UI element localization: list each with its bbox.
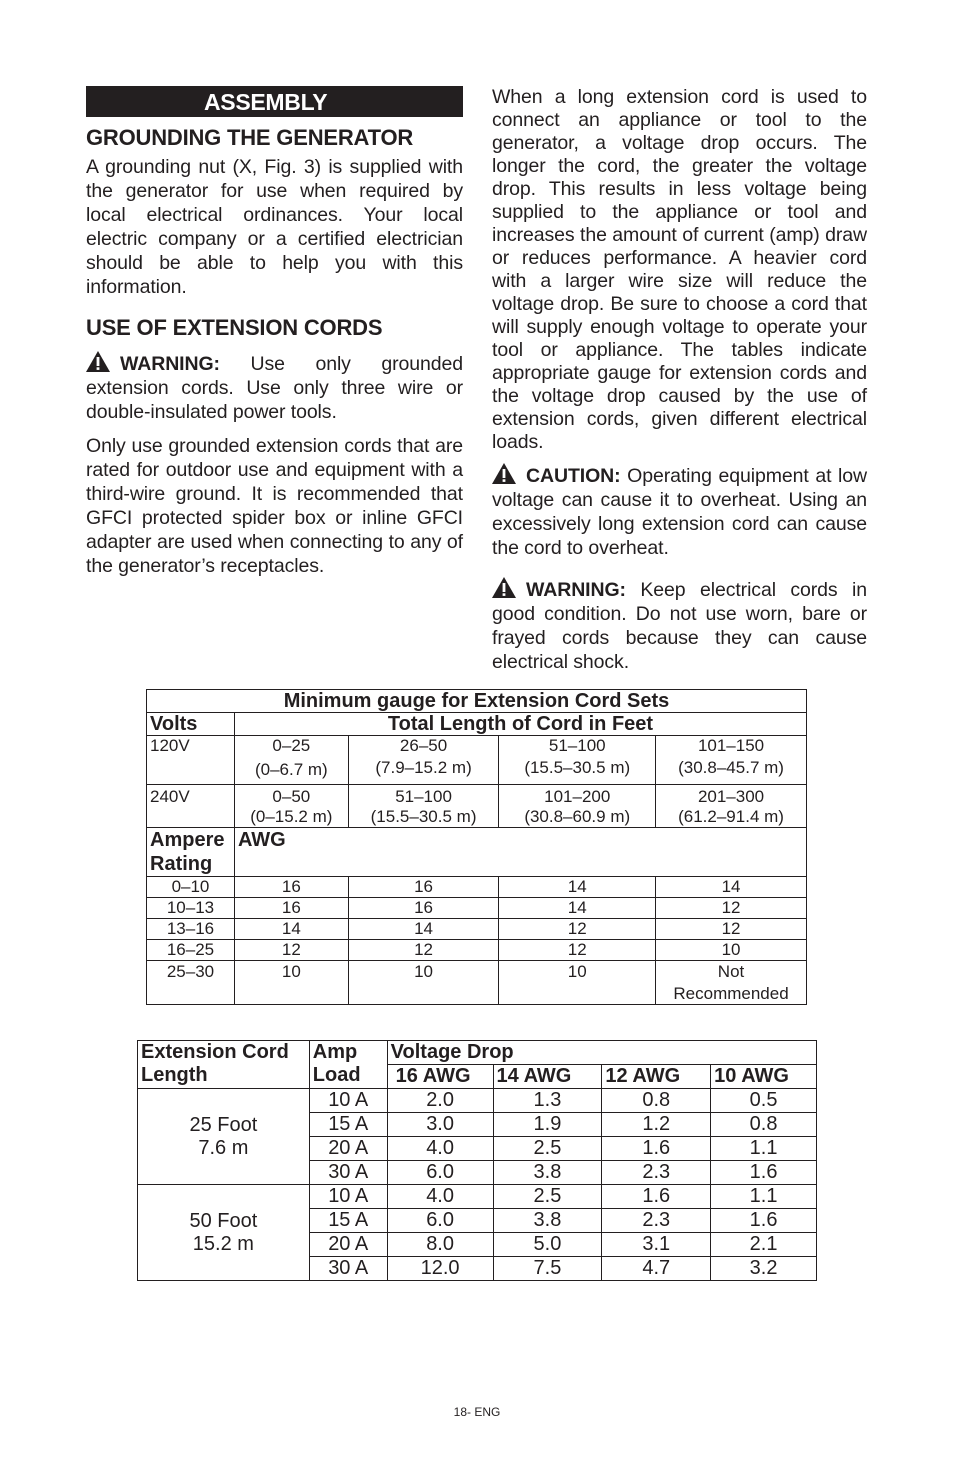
caution-text: Operating equipment at low voltage can cause it to overheat. Using an excessively long extension cord can cause the cord to overheat. [492,465,867,559]
drop-cell: 2.3 [602,1209,711,1233]
table-row [147,785,807,828]
drop-cell: 1.6 [602,1185,711,1209]
awg-cell: 10 [348,961,499,1005]
range-cell: 101–150 (30.8–45.7 m) [656,736,807,785]
amp-cell: 20 A [309,1233,387,1257]
drop-cell: 1.6 [711,1161,817,1185]
drop-cell: 4.0 [387,1185,493,1209]
amp-cell: 30 A [309,1161,387,1185]
warning-paragraph-1 [86,351,463,424]
drop-cell: 1.3 [493,1089,602,1113]
drop-cell: 6.0 [387,1209,493,1233]
awg-cell: 12 [234,940,348,961]
amp-cell: 10–13 [147,898,235,919]
warning-text: Keep electrical cords in good condition. Do not use worn, bare or frayed cords because they can cause electrical shock. [492,579,867,673]
awg-cell: 14 [499,877,656,898]
caution-label: CAUTION: [526,465,621,487]
volts-header: Volts [147,713,235,736]
extension-cords-heading: USE OF EXTENSION CORDS [86,315,383,340]
awg-cell: 16 [348,877,499,898]
drop-cell: 1.2 [602,1113,711,1137]
ampere-rating-header: Ampere Rating [147,828,235,877]
range-cell: 51–100 (15.5–30.5 m) [499,736,656,785]
table-row [147,877,807,898]
drop-cell: 2.5 [493,1137,602,1161]
drop-cell: 1.9 [493,1113,602,1137]
drop-cell: 2.1 [711,1233,817,1257]
drop-cell: 8.0 [387,1233,493,1257]
warning-paragraph-2 [492,577,867,674]
warning-icon [492,577,516,598]
table-row [147,961,807,1005]
drop-cell: 0.8 [602,1089,711,1113]
awg-cell: 14 [234,919,348,940]
right-column [492,86,867,674]
table-row [138,1089,817,1113]
awg-cell: 12 [656,919,807,940]
length-header: Extension Cord Length [138,1041,310,1089]
amp-cell: 30 A [309,1257,387,1281]
page-number: 18- ENG [453,1405,501,1419]
drop-cell: 1.1 [711,1185,817,1209]
awg-header: 16 AWG [387,1065,493,1089]
range-cell: 51–100 (15.5–30.5 m) [348,785,499,828]
amp-cell: 25–30 [147,961,235,1005]
table-row [147,736,807,785]
amp-cell: 10 A [309,1185,387,1209]
awg-cell: 12 [499,919,656,940]
drop-cell: 3.1 [602,1233,711,1257]
drop-cell: 2.0 [387,1089,493,1113]
drop-cell: 0.8 [711,1113,817,1137]
warning-text: Use only grounded extension cords. Use only three wire or double-insulated power tools. [86,353,463,423]
volts-cell: 240V [147,785,235,828]
grounding-paragraph: A grounding nut (X, Fig. 3) is supplied with the generator for use when required by local electrical ordinances. Your local electric company or a certified electrician should be able to help you with this information. [86,156,463,298]
table-row [147,919,807,940]
drop-cell: 4.0 [387,1137,493,1161]
voltage-drop-paragraph: When a long extension cord is used to connect an appliance or tool to the generator, a voltage drop occurs. The longer the cord, the greater the voltage drop. This results in less voltage being supplied to the appliance or tool and increases the amount of current (amp) draw or reduces performance. A heavier cord with a larger wire size will reduce the voltage drop. Be sure to choose a cord that will supply enough voltage to operate your tool or appliance. The tables indicate appropriate gauge for extension cords and the voltage drop caused by the use of extension cords, given different electrical loads. [492,86,867,453]
awg-cell: 16 [234,877,348,898]
awg-cell: 10 [234,961,348,1005]
length-header: Total Length of Cord in Feet [234,713,806,736]
drop-cell: 4.7 [602,1257,711,1281]
amp-cell: 16–25 [147,940,235,961]
cord-length-cell: 25 Foot 7.6 m [138,1089,310,1185]
range-cell: 26–50 (7.9–15.2 m) [348,736,499,785]
drop-cell: 3.2 [711,1257,817,1281]
drop-cell: 0.5 [711,1089,817,1113]
awg-cell: 12 [656,898,807,919]
drop-cell: 1.1 [711,1137,817,1161]
drop-cell: 3.0 [387,1113,493,1137]
awg-header: 10 AWG [711,1065,817,1089]
drop-cell: 5.0 [493,1233,602,1257]
drop-cell: 3.8 [493,1161,602,1185]
voltage-drop-table [137,1040,817,1281]
volts-cell: 120V [147,736,235,785]
range-cell: 0–50 (0–15.2 m) [234,785,348,828]
awg-cell: 12 [348,940,499,961]
amp-cell: 20 A [309,1137,387,1161]
awg-cell: 10 [499,961,656,1005]
awg-cell: 10 [656,940,807,961]
awg-cell: 14 [348,919,499,940]
awg-cell: 14 [656,877,807,898]
drop-cell: 1.6 [711,1209,817,1233]
amp-cell: 10 A [309,1089,387,1113]
range-cell: 201–300 (61.2–91.4 m) [656,785,807,828]
gauge-table-title: Minimum gauge for Extension Cord Sets [147,690,807,713]
gauge-table [146,689,807,1005]
warning-label: WARNING: [526,579,626,601]
caution-paragraph [492,463,867,560]
awg-header: 14 AWG [493,1065,602,1089]
awg-cell: 14 [499,898,656,919]
voltage-drop-header: Voltage Drop [387,1041,816,1065]
not-recommended-cell: Not Recommended [656,961,807,1005]
left-column [86,86,463,578]
awg-cell: 12 [499,940,656,961]
drop-cell: 6.0 [387,1161,493,1185]
table-row [147,940,807,961]
amp-cell: 15 A [309,1113,387,1137]
section-banner: ASSEMBLY [86,86,463,117]
awg-header: AWG [234,828,806,877]
grounded-cords-paragraph: Only use grounded extension cords that are rated for outdoor use and equipment with a third-wire ground. It is recommended that GFCI protected spider box or inline GFCI adapter are used when connecting to any of the generator’s receptacles. [86,435,463,577]
drop-cell: 2.5 [493,1185,602,1209]
awg-cell: 16 [348,898,499,919]
awg-header: 12 AWG [602,1065,711,1089]
drop-cell: 2.3 [602,1161,711,1185]
range-cell: 101–200 (30.8–60.9 m) [499,785,656,828]
drop-cell: 1.6 [602,1137,711,1161]
amp-cell: 13–16 [147,919,235,940]
amp-load-header: Amp Load [309,1041,387,1089]
table-row [147,898,807,919]
drop-cell: 7.5 [493,1257,602,1281]
caution-icon [492,463,516,484]
grounding-heading: GROUNDING THE GENERATOR [86,125,414,150]
range-cell: 0–25 (0–6.7 m) [234,736,348,785]
awg-cell: 16 [234,898,348,919]
table-row [138,1185,817,1209]
warning-label: WARNING: [120,353,220,375]
drop-cell: 3.8 [493,1209,602,1233]
amp-cell: 0–10 [147,877,235,898]
cord-length-cell: 50 Foot 15.2 m [138,1185,310,1281]
warning-icon [86,351,110,372]
amp-cell: 15 A [309,1209,387,1233]
drop-cell: 12.0 [387,1257,493,1281]
